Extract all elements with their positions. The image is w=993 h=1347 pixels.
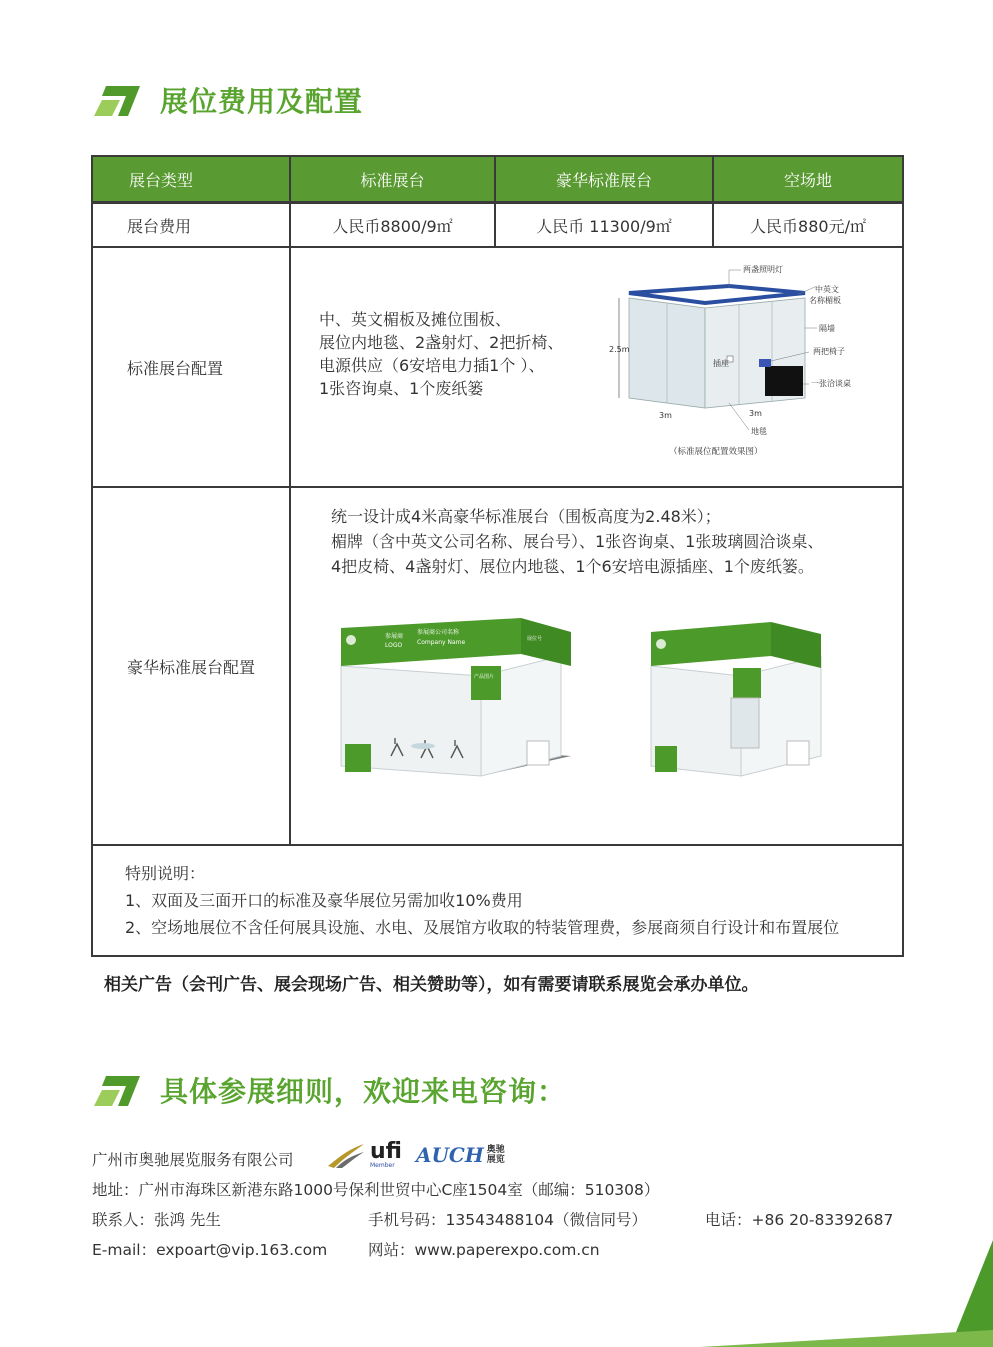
- email: E-mail：expoart@vip.163.com: [92, 1241, 328, 1259]
- standard-booth-diagram: [609, 258, 869, 468]
- ufi-logo-sub: Member: [370, 1162, 395, 1169]
- advertising-note: 相关广告（会刊广告、展会现场广告、相关赞助等），如有需要请联系展览会承办单位。: [104, 975, 759, 995]
- section-header-contact: [90, 1070, 566, 1110]
- phone-number: 电话：+86 20-83392687: [705, 1211, 894, 1229]
- standard-config-label: 标准展台配置: [92, 247, 290, 487]
- booth-exhibitor: 参展商: [385, 633, 404, 640]
- dim-depth: 3m: [749, 409, 762, 418]
- header-standard: 标准展台: [290, 156, 495, 203]
- notes-title: 特别说明：: [125, 864, 206, 883]
- label-table: 一张洽谈桌: [811, 379, 851, 388]
- ufi-swoosh-icon: [326, 1140, 366, 1170]
- address: 地址：广州市海珠区新港东路1000号保利世贸中心C座1504室（邮编：510308）: [92, 1181, 660, 1199]
- company-name: 广州市奥驰展览服务有限公司: [92, 1151, 294, 1169]
- auch-logo-cn: 奥驰展览: [486, 1145, 505, 1165]
- diagram-caption: （标准展位配置效果图）: [669, 447, 763, 457]
- dim-height: 2.5m: [609, 345, 630, 354]
- ufi-logo: [366, 1141, 402, 1169]
- fee-luxury: 人民币 11300/9㎡: [495, 203, 713, 248]
- fee-label: 展台费用: [92, 203, 290, 248]
- booth-logo: LOGO: [385, 642, 403, 649]
- header-raw-space: 空场地: [713, 156, 903, 203]
- section-title: 具体参展细则，欢迎来电咨询：: [160, 1075, 567, 1108]
- fee-standard: 人民币8800/9㎡: [290, 203, 495, 248]
- fee-raw-space: 人民币880元/㎡: [713, 203, 903, 248]
- chair: [759, 359, 771, 367]
- standard-config-line: 中、英文楣板及摊位围板、: [319, 310, 512, 329]
- notes-item: 2、空场地展位不含任何展具设施、水电、及展馆方收取的特装管理费，参展商须自行设计和布置展位: [125, 918, 840, 937]
- label-fascia-2: 名称楣板: [809, 296, 841, 305]
- luxury-config-cell: [290, 487, 903, 845]
- table-row-standard-config: [92, 247, 903, 487]
- header-booth-type: 展台类型: [92, 156, 290, 203]
- standard-config-line: 电源供应（6安培电力插1个 ）、: [319, 356, 545, 375]
- standard-config-line: 1张咨询桌、1个废纸篓: [319, 379, 484, 398]
- label-chairs: 两把椅子: [813, 347, 845, 356]
- socket-label: 插座: [713, 359, 729, 368]
- table-header-row: [92, 156, 903, 203]
- luxury-config-line: 楣牌（含中英文公司名称、展台号）、1张咨询桌、1张玻璃圆洽谈桌、: [331, 532, 824, 551]
- ufi-logo-text: ufi: [370, 1139, 402, 1164]
- notes-cell: [92, 845, 903, 956]
- standard-config-text: [319, 308, 589, 400]
- label-partition: 隔墙: [819, 324, 835, 333]
- luxury-booth-image-large: [331, 606, 581, 806]
- luxury-config-line: 4把皮椅、4盏射灯、展位内地毯、1个6安培电源插座、1个废纸篓。: [331, 557, 814, 576]
- standard-config-line: 展位内地毯、2盏射灯、2把折椅、: [319, 333, 564, 352]
- luxury-config-text: [331, 504, 823, 579]
- notes-item: 1、双面及三面开口的标准及豪华展位另需加收10%费用: [125, 891, 523, 910]
- dim-width: 3m: [659, 411, 672, 420]
- booth-fee-table: [91, 155, 904, 957]
- booth-number: 展位号: [527, 636, 543, 642]
- corner-decoration: [0, 1230, 993, 1347]
- mobile-number: 手机号码：13543488104（微信同号）: [368, 1211, 647, 1229]
- partner-logos: [326, 1140, 507, 1170]
- section-header-fees: [90, 80, 363, 120]
- booth-company-en: Company Name: [417, 639, 466, 646]
- booth-product-image: 产品图片: [474, 674, 495, 680]
- header-luxury: 豪华标准展台: [495, 156, 713, 203]
- luxury-config-line: 统一设计成4米高豪华标准展台（围板高度为2.48米）；: [331, 507, 721, 526]
- booth-company-cn: 参展商公司名称: [417, 629, 460, 636]
- brand-mark-icon: [90, 1072, 142, 1108]
- desk: [765, 366, 803, 396]
- website: 网站：www.paperexpo.com.cn: [368, 1241, 600, 1259]
- label-fascia-1: 中英文: [815, 285, 839, 294]
- standard-config-cell: [290, 247, 903, 487]
- label-lights: 两盏照明灯: [743, 265, 783, 274]
- luxury-config-label: 豪华标准展台配置: [92, 487, 290, 845]
- table-row-fee: [92, 203, 903, 248]
- label-carpet: 地毯: [751, 427, 767, 436]
- table-row-notes: [92, 845, 903, 956]
- section-title: 展位费用及配置: [160, 85, 364, 118]
- brand-mark-icon: [90, 82, 142, 118]
- contact-person: 联系人：张鸿 先生: [92, 1211, 221, 1229]
- table-row-luxury-config: [92, 487, 903, 845]
- auch-logo: AUCH: [415, 1143, 484, 1167]
- luxury-booth-image-small: [641, 606, 841, 806]
